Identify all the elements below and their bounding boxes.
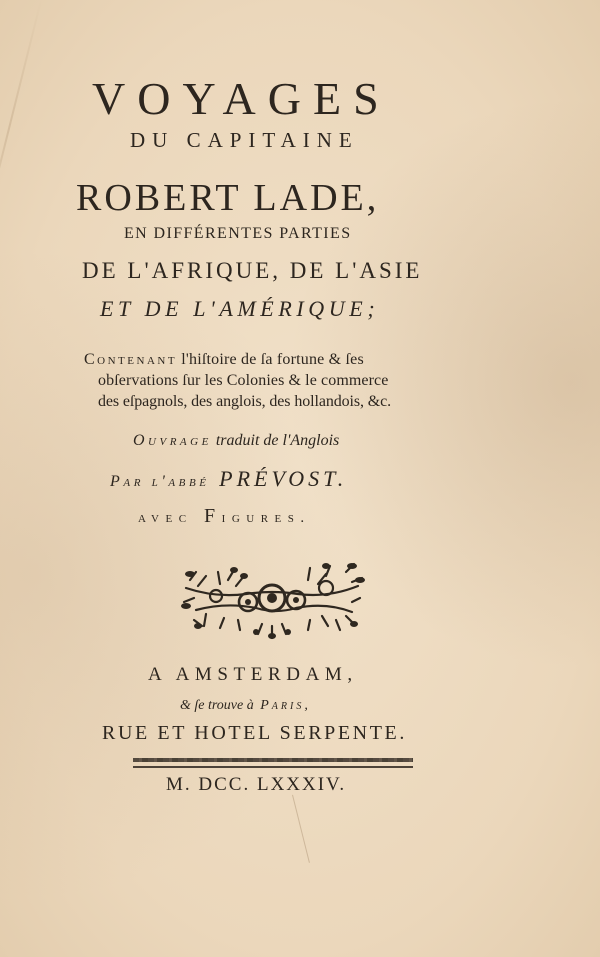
paper-crease <box>292 795 310 863</box>
imprint-city: A AMSTERDAM, <box>148 664 358 685</box>
places-intro: EN DIFFÉRENTES PARTIES <box>124 225 352 242</box>
double-rule-thick <box>133 758 413 762</box>
imprint-sold-at-prefix: & ſe trouve à <box>180 698 254 713</box>
translation-lead-word: Ouvrage <box>133 432 212 449</box>
book-title: VOYAGES <box>92 73 391 124</box>
publication-date: M. DCC. LXXXIV. <box>166 774 347 795</box>
contents-lead-word: Contenant <box>84 351 178 368</box>
translator-credit <box>110 466 440 492</box>
imprint-sold-at <box>180 698 440 714</box>
contents-line-1 <box>84 349 444 370</box>
imprint-sold-at-city: Paris, <box>253 698 311 713</box>
contents-line-3: des eſpagnols, des anglois, des hollandois, &c. <box>98 393 392 410</box>
contents-line-1-text: l'hiſtoire de ſa fortune & ſes <box>177 351 364 368</box>
figures-note <box>138 505 438 528</box>
translator-name: PRÉVOST. <box>209 466 348 491</box>
contents-line-2: obſervations ſur les Colonies & le commerce <box>98 372 389 389</box>
translation-note <box>133 432 433 450</box>
imprint-street: RUE ET HOTEL SERPENTE. <box>102 722 407 744</box>
paper-fold-shadow <box>0 0 42 253</box>
title-subline: DU CAPITAINE <box>130 128 359 152</box>
translation-rest: traduit de l'Anglois <box>211 432 340 449</box>
figures-initial: F <box>192 505 222 527</box>
places-line-2: ET DE L'AMÉRIQUE; <box>100 296 380 321</box>
figures-prefix: avec <box>138 510 193 526</box>
figures-rest: igures. <box>221 510 311 526</box>
floral-vignette-icon <box>176 558 368 640</box>
author-name: ROBERT LADE, <box>76 177 380 219</box>
double-rule-thin <box>133 766 413 768</box>
translator-prefix: Par l'abbé <box>110 473 210 490</box>
contents-description <box>84 349 444 412</box>
places-line-1: DE L'AFRIQUE, DE L'ASIE <box>82 258 423 283</box>
